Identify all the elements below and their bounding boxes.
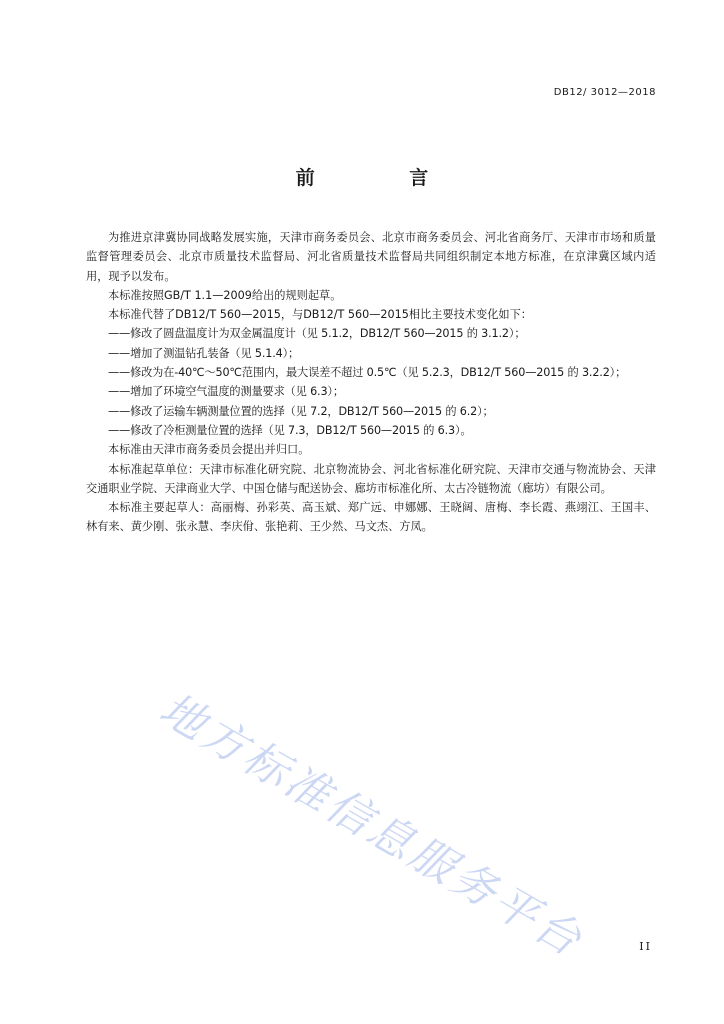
change-item: ——增加了环境空气温度的测量要求（见 6.3）；	[108, 385, 344, 399]
paragraph-drafting-units: 本标准起草单位：天津市标准化研究院、北京物流协会、河北省标准化研究院、天津市交通与物流协会、天津交通职业学院、天津商业大学、中国仓储与配送协会、廊坊市标准化所、太古冷链物流（廊坊）有限公司。	[86, 462, 656, 495]
change-item: ——增加了测温钻孔装备（见 5.1.4）；	[108, 346, 300, 360]
paragraph-proposer: 本标准由天津市商务委员会提出并归口。	[108, 443, 310, 457]
document-code: DB12/ 3012—2018	[553, 87, 656, 98]
paragraph-replacement: 本标准代替了DB12/T 560—2015，与DB12/T 560—2015相比主要技术变化如下：	[108, 308, 532, 322]
page-number: II	[639, 940, 652, 953]
change-item: ——修改为在-40℃～50℃范围内，最大误差不超过 0.5℃（见 5.2.3，DB12/T 560—2015 的 3.2.2）；	[108, 366, 627, 380]
paragraph-drafting-rules: 本标准按照GB/T 1.1—2009给出的规则起草。	[108, 288, 342, 302]
change-item: ——修改了圆盘温度计为双金属温度计（见 5.1.2，DB12/T 560—2015 的 3.1.2）；	[108, 327, 526, 341]
paragraph-purpose: 为推进京津冀协同战略发展实施，天津市商务委员会、北京市商务委员会、河北省商务厅、天津市市场和质量监督管理委员会、北京市质量技术监督局、河北省质量技术监督局共同组织制定本地方标准，在京津冀区域内适用，现予以发布。	[86, 231, 656, 283]
change-item: ——修改了冷柜测量位置的选择（见 7.3，DB12/T 560—2015 的 6.3）。	[108, 423, 472, 437]
watermark: 地方标准信息服务平台	[151, 683, 593, 968]
document-body	[86, 228, 656, 537]
page-title: 前 言	[295, 167, 473, 189]
paragraph-drafters: 本标准主要起草人：高丽梅、孙彩英、高玉斌、郑广远、申娜娜、王晓阔、唐梅、李长霞、燕翊江、王国丰、林有来、黄少刚、张永慧、李庆佾、张艳莉、王少然、马文杰、方凤。	[86, 501, 656, 534]
change-item: ——修改了运输车辆测量位置的选择（见 7.2，DB12/T 560—2015 的 6.2）；	[108, 404, 494, 418]
